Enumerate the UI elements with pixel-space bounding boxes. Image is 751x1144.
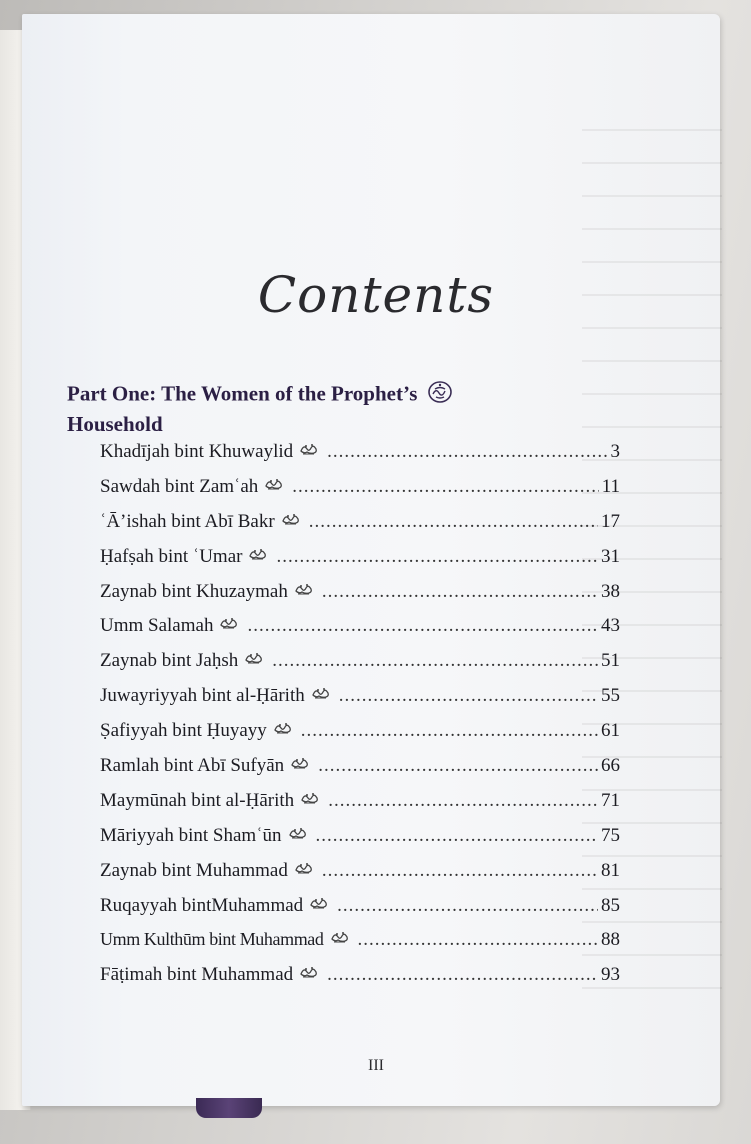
toc-entry-page: 61 <box>601 720 620 742</box>
toc-entry-name: Ramlah bint Abī Sufyān <box>100 755 285 777</box>
toc-entry-name: Khadījah bint Khuwaylid <box>100 441 294 462</box>
toc-entry <box>100 615 620 650</box>
toc-entry <box>100 720 620 755</box>
toc-entry-page: 31 <box>601 545 620 567</box>
book-page <box>22 14 720 1106</box>
radiyallahu-anha-icon <box>281 510 301 532</box>
toc-entry <box>100 511 620 546</box>
toc-entry-page: 75 <box>601 824 620 846</box>
page-number: III <box>368 1057 384 1074</box>
toc-entry <box>100 685 620 720</box>
radiyallahu-anha-icon <box>299 963 319 985</box>
toc-entry <box>100 825 620 860</box>
toc-entry-page: 93 <box>601 964 620 986</box>
dot-leader <box>301 720 598 742</box>
toc-entry-page: 11 <box>601 475 620 497</box>
toc-entry <box>100 441 620 476</box>
toc-entry-page: 51 <box>601 650 620 672</box>
dot-leader <box>327 441 607 463</box>
dot-leader <box>292 476 598 498</box>
toc-entry-name: Umm Kulthūm bint Muhammad <box>100 929 324 950</box>
toc-entry-page: 88 <box>601 929 620 951</box>
radiyallahu-anha-icon <box>290 754 310 776</box>
radiyallahu-anha-icon <box>264 475 284 497</box>
toc-entry <box>100 755 620 790</box>
toc-entry-name: Zaynab bint Muhammad <box>100 859 288 881</box>
dot-leader <box>309 511 598 533</box>
toc-entry <box>100 929 620 964</box>
section-heading-line-1: Part One: The Women of the Prophet’s <box>67 381 418 406</box>
toc-entry-name: Zaynab bint Jaḥsh <box>100 650 239 672</box>
bookmark-ribbon <box>196 1098 262 1118</box>
toc-entry-page: 71 <box>601 789 620 811</box>
toc-entry-name: Ḥafṣah bint ʿUmar <box>100 545 243 567</box>
radiyallahu-anha-icon <box>248 545 268 567</box>
dot-leader <box>272 650 598 672</box>
radiyallahu-anha-icon <box>294 859 314 881</box>
radiyallahu-anha-icon <box>330 928 350 950</box>
toc-entry-page: 66 <box>601 755 620 777</box>
contents-title: Contents <box>257 266 495 324</box>
dot-leader <box>337 895 598 917</box>
radiyallahu-anha-icon <box>311 684 331 706</box>
toc-entry-page: 85 <box>601 894 620 916</box>
dot-leader <box>247 615 598 637</box>
dot-leader <box>316 825 598 847</box>
toc-entry-name: Ruqayyah bintMuhammad <box>100 894 304 916</box>
radiyallahu-anha-icon <box>219 614 239 636</box>
radiyallahu-anha-icon <box>299 440 319 462</box>
radiyallahu-anha-icon <box>294 580 314 602</box>
toc-entry <box>100 895 620 930</box>
toc-entry-name: Ṣafiyyah bint Ḥuyayy <box>100 720 267 742</box>
toc-entry-name: ʿĀ’ishah bint Abī Bakr <box>100 510 275 532</box>
toc-entry-name: Juwayriyyah bint al-Ḥārith <box>100 685 305 707</box>
toc-entry <box>100 790 620 825</box>
toc-entry-page: 17 <box>601 510 620 532</box>
toc-entry <box>100 581 620 616</box>
dot-leader <box>358 929 599 951</box>
dot-leader <box>322 581 598 603</box>
toc-entry <box>100 476 620 511</box>
radiyallahu-anha-icon <box>309 894 329 916</box>
toc-entry-name: Zaynab bint Khuzaymah <box>100 580 288 602</box>
toc-entry <box>100 650 620 685</box>
toc-entry-page: 3 <box>610 441 620 462</box>
toc-entry-name: Umm Salamah <box>100 615 214 637</box>
radiyallahu-anha-icon <box>300 789 320 811</box>
toc-entry-name: Māriyyah bint Shamʿūn <box>100 824 282 846</box>
dot-leader <box>328 790 598 812</box>
radiyallahu-anha-icon <box>288 824 308 846</box>
radiyallahu-anha-icon <box>273 719 293 741</box>
radiyallahu-anha-icon <box>244 649 264 671</box>
dot-leader <box>327 964 598 986</box>
toc-entry-name: Fāṭimah bint Muhammad <box>100 964 294 986</box>
section-heading <box>67 380 627 438</box>
toc-entry <box>100 964 620 999</box>
toc-entry-page: 81 <box>601 859 620 881</box>
dot-leader <box>339 685 598 707</box>
toc-entry <box>100 860 620 895</box>
toc-entry-page: 55 <box>601 685 620 707</box>
table-of-contents <box>100 441 620 999</box>
salawat-calligraphy-icon <box>427 380 453 411</box>
toc-entry-name: Maymūnah bint al-Ḥārith <box>100 789 295 811</box>
toc-entry-page: 38 <box>601 580 620 602</box>
toc-entry <box>100 546 620 581</box>
dot-leader <box>318 755 598 777</box>
dot-leader <box>276 546 598 568</box>
toc-entry-page: 43 <box>601 615 620 637</box>
section-heading-line-2: Household <box>67 412 163 436</box>
toc-entry-name: Sawdah bint Zamʿah <box>100 475 259 497</box>
dot-leader <box>322 860 598 882</box>
